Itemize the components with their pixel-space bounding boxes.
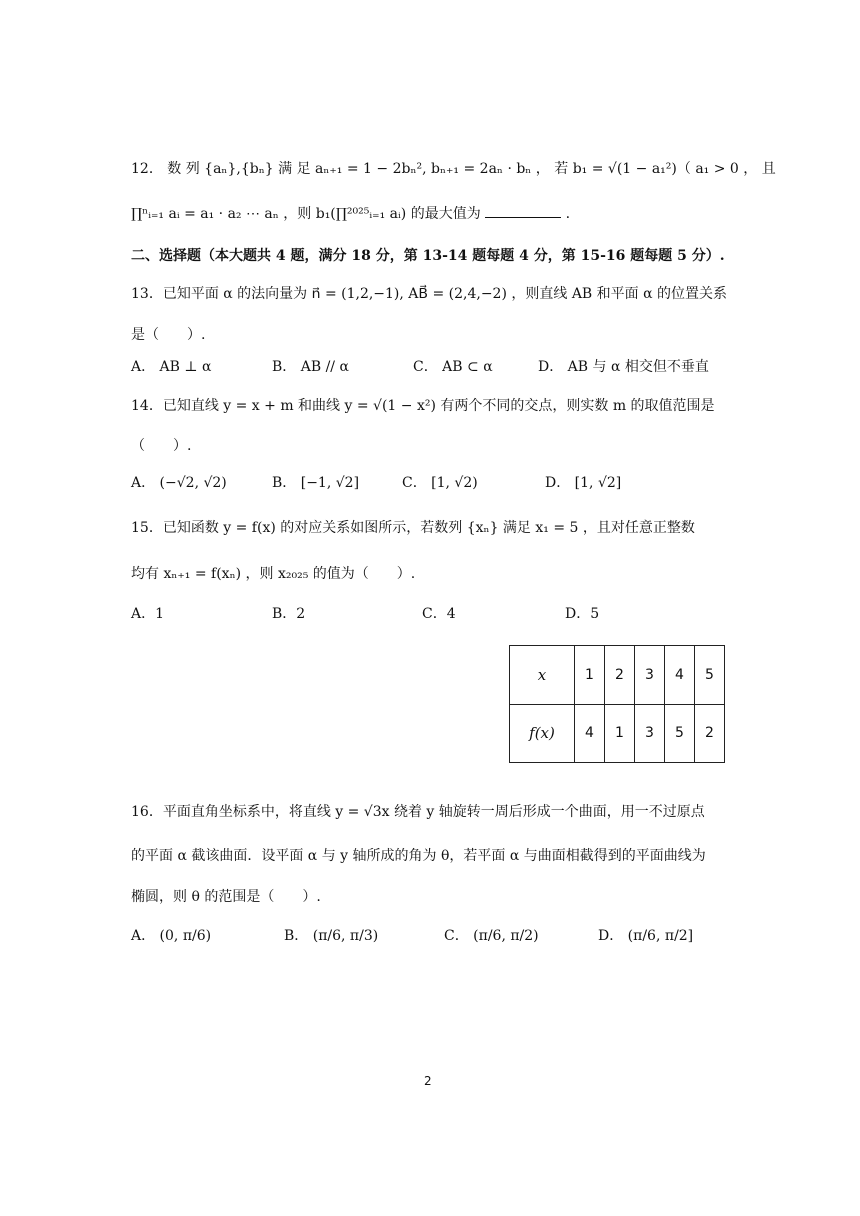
q14-option-c: C． [1, √2)	[402, 475, 478, 491]
q14-option-a: A． (−√2, √2)	[131, 475, 227, 491]
q13-option-a: A． AB ⊥ α	[131, 359, 212, 375]
q15-option-a: A．1	[131, 606, 165, 622]
q16-option-d: D． (π/6, π/2]	[598, 928, 694, 944]
table-header-fx: f(x)	[510, 704, 575, 763]
q15-line2: 均有 xₙ₊₁ = f(xₙ) ，则 x₂₀₂₅ 的值为（ ）.	[131, 566, 416, 582]
q12-answer-blank	[485, 205, 561, 218]
q16-option-b: B． (π/6, π/3)	[284, 928, 379, 944]
table-header-x: x	[510, 646, 575, 705]
q16-option-a: A． (0, π/6)	[131, 928, 212, 944]
function-table	[509, 645, 725, 763]
section-title: 二、选择题（本大题共 4 题，满分 18 分，第 13-14 题每题 4 分，第 15-16 题每题 5 分）.	[131, 248, 725, 264]
q13-line1: 13．已知平面 α 的法向量为 n⃗ = (1,2,−1), AB⃗ = (2,4,−2) ，则直线 AB 和平面 α 的位置关系	[131, 286, 728, 302]
q15-option-c: C．4	[422, 606, 456, 622]
q13-option-c: C． AB ⊂ α	[413, 359, 493, 375]
table-cell: 1	[605, 704, 635, 763]
q14-option-b: B． [−1, √2]	[272, 475, 360, 491]
q12-line2-text: ∏ⁿᵢ₌₁ aᵢ = a₁ · a₂ ⋯ aₙ ，则 b₁(∏²⁰²⁵ᵢ₌₁ aᵢ) 的最大值为	[131, 206, 481, 222]
table-cell: 5	[665, 704, 695, 763]
q14-option-d: D． [1, √2]	[545, 475, 622, 491]
q12-line2-end: .	[565, 206, 571, 222]
table-cell: 1	[575, 646, 605, 705]
q13-option-b: B． AB // α	[272, 359, 349, 375]
q16-option-c: C． (π/6, π/2)	[444, 928, 539, 944]
q14-line1: 14．已知直线 y = x + m 和曲线 y = √(1 − x²) 有两个不同的交点，则实数 m 的取值范围是	[131, 398, 715, 414]
q15-line1: 15．已知函数 y = f(x) 的对应关系如图所示，若数列 {xₙ} 满足 x₁ = 5 ，且对任意正整数	[131, 520, 695, 536]
q16-line1: 16．平面直角坐标系中，将直线 y = √3x 绕着 y 轴旋转一周后形成一个曲面，用一不过原点	[131, 804, 705, 820]
table-cell: 5	[695, 646, 725, 705]
q16-line2: 的平面 α 截该曲面．设平面 α 与 y 轴所成的角为 θ，若平面 α 与曲面相截得到的平面曲线为	[131, 848, 706, 864]
table-cell: 3	[635, 704, 665, 763]
page-number: 2	[424, 1074, 432, 1088]
table-cell: 3	[635, 646, 665, 705]
table-row-fx	[510, 704, 725, 763]
table-cell: 4	[665, 646, 695, 705]
q15-option-d: D．5	[565, 606, 600, 622]
q15-option-b: B．2	[272, 606, 306, 622]
q13-line2: 是（ ）.	[131, 327, 206, 343]
q13-option-d: D． AB 与 α 相交但不垂直	[538, 359, 709, 375]
q16-line3: 椭圆，则 θ 的范围是（ ）.	[131, 889, 321, 905]
table-cell: 2	[605, 646, 635, 705]
q12-line1: 12． 数 列 {aₙ},{bₙ} 满 足 aₙ₊₁ = 1 − 2bₙ², bₙ₊₁ = 2aₙ · bₙ ， 若 b₁ = √(1 − a₁²)（ a₁ > 0 ， 且	[131, 161, 776, 177]
table-row-x	[510, 646, 725, 705]
table-cell: 4	[575, 704, 605, 763]
table-cell: 2	[695, 704, 725, 763]
q12-line2	[131, 203, 570, 223]
q14-line2: （ ）.	[131, 438, 192, 454]
